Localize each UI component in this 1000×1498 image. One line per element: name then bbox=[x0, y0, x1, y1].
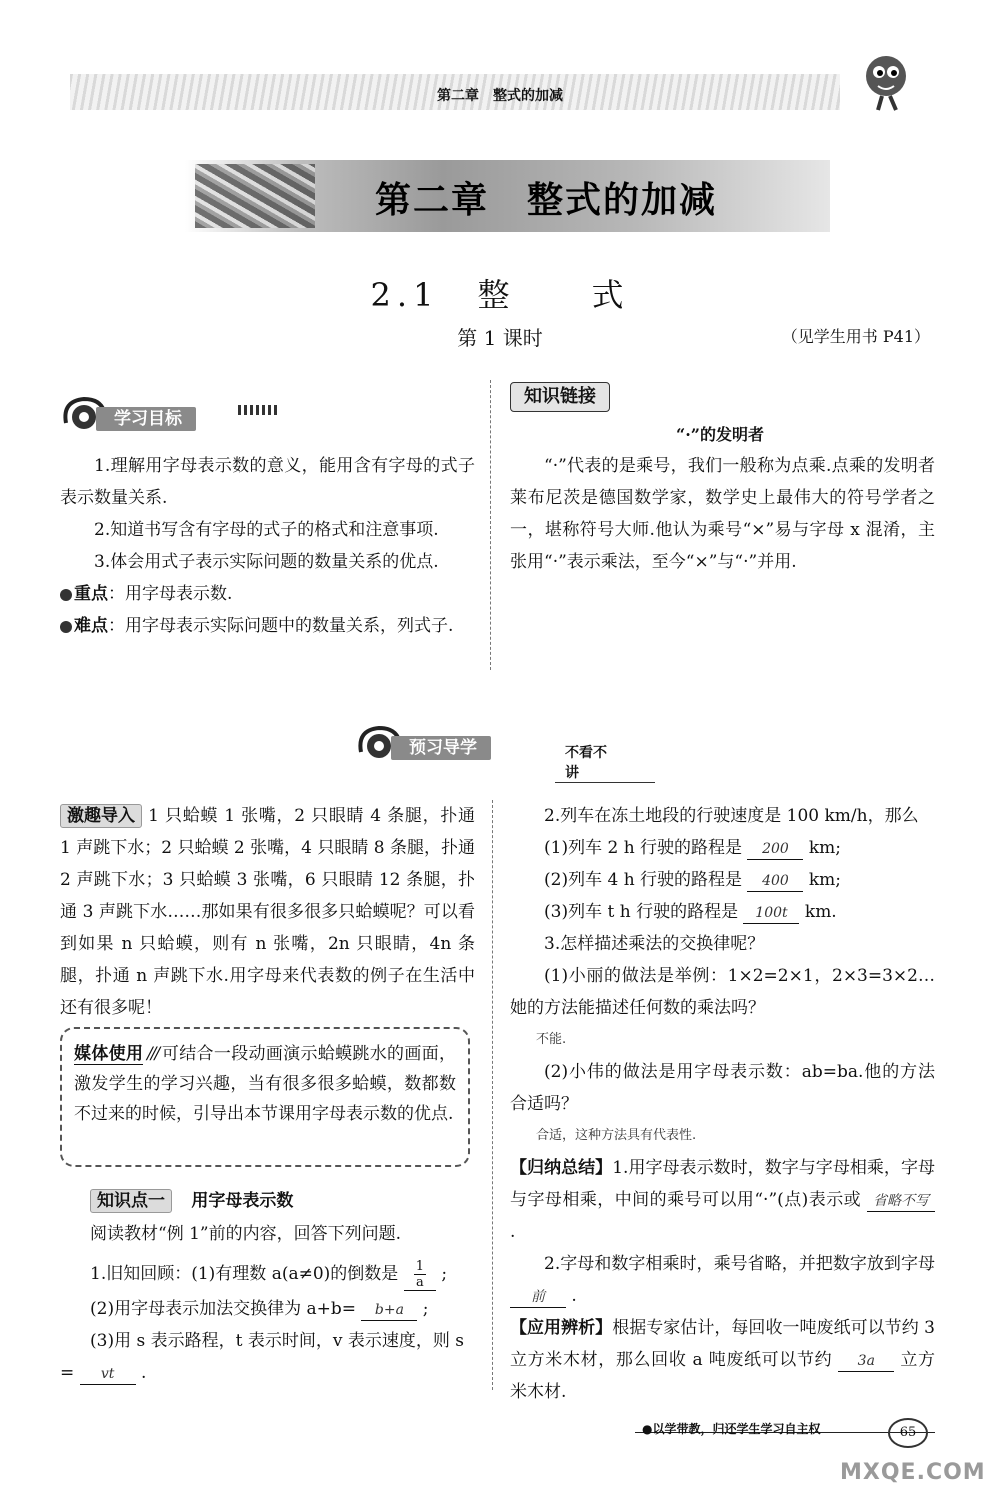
page-number: 65 bbox=[888, 1418, 928, 1448]
kp1-label: 知识点一 bbox=[90, 1189, 172, 1213]
column-divider bbox=[490, 380, 491, 670]
key-point: 重点：用字母表示数. bbox=[60, 578, 475, 610]
objectives-list bbox=[60, 450, 475, 642]
answer-blank: 400 bbox=[747, 871, 803, 892]
kp1-heading bbox=[90, 1185, 475, 1217]
kp1-q1c: (3)用 s 表示路程，t 表示时间，v 表示速度，则 s bbox=[90, 1331, 464, 1351]
mascot-icon bbox=[848, 48, 918, 118]
kp1-q1b: (2)用字母表示加法交换律为 a+b= b+a ; bbox=[90, 1299, 429, 1319]
banner-photo bbox=[195, 164, 315, 228]
intro-text: 1 只蛤蟆 1 张嘴，2 只眼睛 4 条腿，扑通 1 声跳下水；2 只蛤蟆 2 张嘴，4 只眼睛 8 条腿，扑通 2 声跳下水；3 只蛤蟆 3 张嘴，6 只眼睛 12 条腿，扑通 3 声跳下水……那如果有很多很多只蛤蟆呢？可以看到如果 n 只蛤蟆，则有 n 张嘴，2n 只眼睛，4n 条腿，扑通 n 声跳下水.用字母来代表数的例子在生活中还有很多呢！ bbox=[60, 806, 476, 1018]
column-divider bbox=[492, 800, 493, 1390]
preview-badge-label: 预习导学 bbox=[391, 736, 491, 760]
difficulty-point: 难点：用字母表示实际问题中的数量关系，列式子. bbox=[60, 610, 475, 642]
footer-slogan: ●以学带教，归还学生学习自主权 bbox=[642, 1422, 821, 1436]
summary: 【归纳总结】1.用字母表示数时，数字与字母相乘，字母与字母相乘，中间的乘号可以用“·”(点)表示或 省略不写 . bbox=[510, 1158, 935, 1242]
reference-note: （见学生用书 P41） bbox=[781, 327, 930, 346]
media-box bbox=[60, 1027, 470, 1167]
knowledge-link-badge: 知识链接 bbox=[510, 382, 610, 412]
kp1-q1a: 1.旧知回顾：(1)有理数 a(a≠0)的倒数是 $\frac{1}{a}$ ; bbox=[90, 1258, 448, 1290]
media-text: 媒体使用 /// 可结合一段动画演示蛤蟆跳水的画面，激发学生的学习兴趣，当有很多很多蛤蟆，数都数不过来的时候，引导出本节课用字母表示数的优点. bbox=[74, 1044, 457, 1124]
kp1-q1c-answer: = vt . bbox=[60, 1363, 147, 1383]
badge-dots bbox=[238, 405, 278, 415]
answer-blank: 省略不写 bbox=[867, 1191, 935, 1212]
objective-item: 3.体会用式子表示实际问题的数量关系的优点. bbox=[94, 552, 439, 572]
answer-blank: 前 bbox=[510, 1287, 566, 1308]
lesson-label: 第 1 课时 bbox=[457, 326, 543, 350]
intro-paragraph bbox=[60, 800, 475, 1024]
kp1-intro: 阅读教材“例 1”前的内容，回答下列问题. bbox=[90, 1224, 402, 1244]
running-head: 第二章 整式的加减 bbox=[437, 88, 563, 104]
bullet-icon bbox=[60, 589, 72, 601]
answer-blank: 200 bbox=[747, 839, 803, 860]
answer-blank: 3a bbox=[838, 1351, 894, 1372]
bullet-icon bbox=[60, 621, 72, 633]
answer-blank: vt bbox=[80, 1364, 136, 1385]
preview-subtitle: 不看不讲 bbox=[555, 742, 655, 783]
knowledge-link-title: “·”的发明者 bbox=[676, 425, 764, 444]
chapter-banner bbox=[185, 160, 830, 232]
answer-blank: b+a bbox=[361, 1300, 417, 1321]
preview-badge bbox=[355, 722, 655, 781]
handwritten-answer: 合适，这种方法具有代表性. bbox=[536, 1128, 697, 1143]
objective-item: 2.知道书写含有字母的式子的格式和注意事项. bbox=[94, 520, 439, 540]
watermark: MXQE.COM bbox=[840, 1460, 986, 1485]
handwritten-answer: 不能. bbox=[536, 1032, 567, 1047]
kp1-title: 用字母表示数 bbox=[191, 1191, 294, 1211]
objectives-badge-label: 学习目标 bbox=[96, 407, 196, 431]
section-title: 2.1 整 式 bbox=[370, 276, 630, 314]
media-label: 媒体使用 bbox=[74, 1044, 144, 1064]
reciprocal-answer: $\frac{1}{a}$ bbox=[404, 1259, 436, 1291]
summary-2: 2.字母和数字相乘时，乘号省略，并把数字放到字母 前 . bbox=[510, 1248, 935, 1312]
right-column: 2.列车在冻土地段的行驶速度是 100 km/h，那么 (1)列车 2 h 行驶的路程是 200 km; (2)列车 4 h 行驶的路程是 400 km; (3)列车 t h 行驶的路程是 100t km. 3.怎样描述乘法的交换律呢？ (1)小丽的做法是举例：1×2=2×1，2×3=3×2…她的方法能描述任何数的乘法吗？ 不能. (2)小伟的做法是用字母表示数：ab=ba.他的方法合适吗？ 合适，这种方法具有代表性. 【归纳总结】1.用字母表示数时，数字与字母相乘，字母与字母相乘，中间的乘号可以用“·”(点)表示或 省略不写 . 2.字母和数字相乘时，乘号省略，并把数字放到字母 前 . 【应用辨析】根据专家估计，每回收一吨废纸可以节约 3 立方米木材，那么回收 a 吨废纸可以节约 3a 立方米木材. bbox=[510, 800, 935, 1408]
chapter-title: 第二章 整式的加减 bbox=[375, 179, 718, 221]
objectives-badge bbox=[60, 393, 290, 433]
answer-blank: 100t bbox=[743, 903, 799, 924]
objective-item: 1.理解用字母表示数的意义，能用含有字母的式子表示数量关系. bbox=[60, 456, 475, 508]
intro-label: 激趣导入 bbox=[60, 804, 142, 828]
apply: 【应用辨析】根据专家估计，每回收一吨废纸可以节约 3 立方米木材，那么回收 a 吨废纸可以节约 3a 立方米木材. bbox=[510, 1318, 936, 1402]
knowledge-link-body: “·”代表的是乘号，我们一般称为点乘.点乘的发明者莱布尼茨是德国数学家，数学史上最伟大的符号学者之一，堪称符号大师.他认为乘号“×”易与字母 x 混淆，主张用“·”表示乘法，至今“×”与“·”并用. bbox=[510, 456, 935, 572]
